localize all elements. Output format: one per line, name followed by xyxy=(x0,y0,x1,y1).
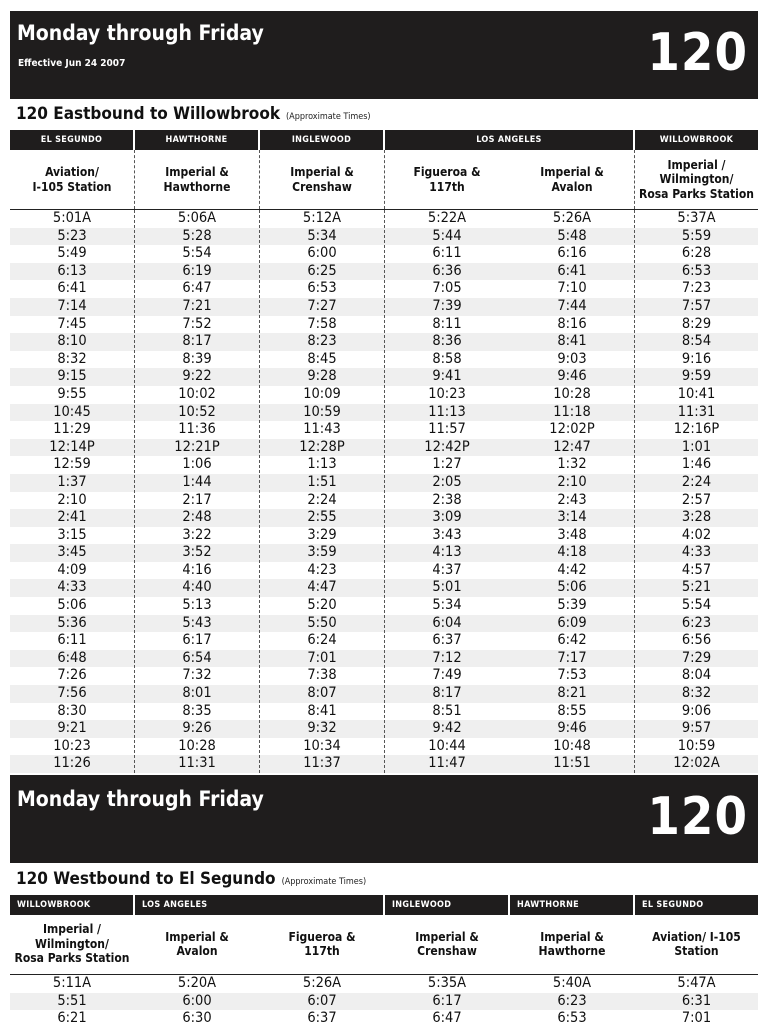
time-cell: 7:56 xyxy=(57,685,87,702)
time-cell: 1:27 xyxy=(432,456,462,473)
time-cell: 10:41 xyxy=(677,385,716,402)
time-cell: 9:46 xyxy=(557,720,587,737)
time-cell: 2:57 xyxy=(681,491,712,508)
time-cell: 11:31 xyxy=(677,403,716,420)
time-cell: 11:57 xyxy=(428,421,466,438)
time-cell: 7:53 xyxy=(557,667,587,684)
time-cell: 8:55 xyxy=(557,702,587,719)
east-region-willowbrook: WILLOWBROOK xyxy=(635,130,758,150)
east-stop-rosa-parks: Imperial / Wilmington/ Rosa Parks Station xyxy=(639,157,754,201)
time-cell: 5:35A xyxy=(427,975,467,991)
time-cell: 5:06 xyxy=(57,597,87,614)
time-cell: 8:07 xyxy=(307,685,337,702)
time-cell: 1:13 xyxy=(307,456,337,473)
time-cell: 9:26 xyxy=(182,720,212,737)
time-cell: 3:52 xyxy=(182,544,212,561)
time-cell: 11:43 xyxy=(303,421,341,438)
time-cell: 10:34 xyxy=(303,737,341,754)
time-cell: 6:17 xyxy=(432,992,462,1009)
time-cell: 7:44 xyxy=(557,297,587,314)
time-cell: 6:16 xyxy=(557,245,587,262)
time-cell: 5:13 xyxy=(182,597,212,614)
time-cell: 6:00 xyxy=(307,245,337,262)
time-cell: 6:23 xyxy=(681,614,712,631)
time-cell: 6:53 xyxy=(557,1010,587,1024)
time-cell: 8:41 xyxy=(307,702,337,719)
west-stop-figueroa-117th: Figueroa & 117th xyxy=(288,929,356,958)
time-cell: 8:04 xyxy=(681,667,712,684)
time-cell: 11:36 xyxy=(178,421,216,438)
time-cell: 2:41 xyxy=(57,509,87,526)
time-cell: 1:01 xyxy=(681,438,712,455)
time-cell: 7:29 xyxy=(681,649,712,666)
time-cell: 7:01 xyxy=(307,649,337,666)
east-region-inglewood: INGLEWOOD xyxy=(260,130,383,150)
east-schedule-table xyxy=(10,210,758,773)
time-cell: 6:11 xyxy=(57,632,87,649)
time-cell: 9:42 xyxy=(432,720,462,737)
time-cell: 12:21P xyxy=(174,438,220,455)
time-cell: 5:34 xyxy=(307,227,337,244)
time-cell: 12:42P xyxy=(424,438,470,455)
time-cell: 4:18 xyxy=(557,544,587,561)
time-cell: 2:38 xyxy=(432,491,462,508)
east-stop-imperial-avalon: Imperial & Avalon xyxy=(540,165,604,194)
time-cell: 7:38 xyxy=(307,667,337,684)
time-cell: 8:17 xyxy=(182,333,212,350)
time-cell: 7:27 xyxy=(307,297,337,314)
time-cell: 4:57 xyxy=(681,561,712,578)
time-cell: 6:37 xyxy=(307,1010,337,1024)
time-cell: 5:20 xyxy=(307,597,337,614)
east-banner xyxy=(10,11,758,99)
time-cell: 12:14P xyxy=(49,438,95,455)
time-cell: 5:54 xyxy=(182,245,212,262)
time-cell: 5:34 xyxy=(432,597,462,614)
west-region-hawthorne: HAWTHORNE xyxy=(510,895,633,915)
time-cell: 5:39 xyxy=(557,597,587,614)
time-cell: 5:01 xyxy=(432,579,462,596)
time-cell: 11:31 xyxy=(178,755,216,772)
time-cell: 9:15 xyxy=(57,368,87,385)
time-cell: 5:48 xyxy=(557,227,587,244)
time-cell: 7:21 xyxy=(182,297,212,314)
time-cell: 6:23 xyxy=(557,992,587,1009)
west-direction-title xyxy=(16,869,366,889)
time-cell: 4:13 xyxy=(432,544,462,561)
time-cell: 3:59 xyxy=(307,544,337,561)
time-cell: 11:18 xyxy=(553,403,591,420)
west-region-willowbrook: WILLOWBROOK xyxy=(10,895,133,915)
time-cell: 1:46 xyxy=(681,456,712,473)
time-cell: 6:11 xyxy=(432,245,462,262)
time-cell: 4:33 xyxy=(57,579,87,596)
time-cell: 8:45 xyxy=(307,350,337,367)
time-cell: 6:19 xyxy=(182,262,212,279)
time-cell: 5:43 xyxy=(182,614,212,631)
time-cell: 6:25 xyxy=(307,262,337,279)
time-cell: 9:57 xyxy=(681,720,712,737)
time-cell: 6:17 xyxy=(182,632,212,649)
time-cell: 10:28 xyxy=(178,737,216,754)
west-region-inglewood: INGLEWOOD xyxy=(385,895,508,915)
table-row xyxy=(10,975,758,993)
time-cell: 2:10 xyxy=(557,473,587,490)
time-cell: 9:06 xyxy=(681,702,712,719)
time-cell: 5:40A xyxy=(552,975,592,991)
time-cell: 3:28 xyxy=(681,509,712,526)
time-cell: 6:56 xyxy=(681,632,712,649)
time-cell: 1:37 xyxy=(57,473,87,490)
time-cell: 5:50 xyxy=(307,614,337,631)
time-cell: 5:51 xyxy=(57,992,87,1009)
time-cell: 7:23 xyxy=(681,280,712,297)
time-cell: 5:36 xyxy=(57,614,87,631)
time-cell: 3:14 xyxy=(557,509,587,526)
west-stop-imperial-avalon: Imperial & Avalon xyxy=(165,929,229,958)
time-cell: 3:22 xyxy=(182,526,212,543)
time-cell: 7:17 xyxy=(557,649,587,666)
time-cell: 10:28 xyxy=(553,385,591,402)
time-cell: 9:32 xyxy=(307,720,337,737)
time-cell: 10:23 xyxy=(53,737,91,754)
east-banner-title: Monday through Friday xyxy=(17,21,264,45)
time-cell: 8:54 xyxy=(681,333,712,350)
time-cell: 8:41 xyxy=(557,333,587,350)
time-cell: 6:21 xyxy=(57,1010,87,1024)
time-cell: 7:12 xyxy=(432,649,462,666)
time-cell: 2:05 xyxy=(432,473,462,490)
time-cell: 8:10 xyxy=(57,333,87,350)
time-cell: 9:16 xyxy=(681,350,712,367)
effective-date: Effective Jun 24 2007 xyxy=(18,58,126,69)
east-region-el-segundo: EL SEGUNDO xyxy=(10,130,133,150)
east-stop-header xyxy=(10,150,758,209)
time-cell: 7:05 xyxy=(432,280,462,297)
time-cell: 5:47A xyxy=(677,975,716,991)
time-cell: 7:57 xyxy=(681,297,712,314)
time-cell: 3:09 xyxy=(432,509,462,526)
time-cell: 11:26 xyxy=(53,755,91,772)
east-stop-figueroa-117th: Figueroa & 117th xyxy=(413,165,481,194)
west-approx-note: (Approximate Times) xyxy=(281,877,367,887)
west-schedule-table xyxy=(10,975,758,1024)
time-cell: 6:47 xyxy=(432,1010,462,1024)
time-cell: 2:55 xyxy=(307,509,337,526)
time-cell: 5:22A xyxy=(427,210,467,226)
time-cell: 9:28 xyxy=(307,368,337,385)
time-cell: 2:24 xyxy=(307,491,337,508)
time-cell: 9:03 xyxy=(557,350,587,367)
table-row xyxy=(10,993,758,1011)
time-cell: 8:36 xyxy=(432,333,462,350)
time-cell: 10:09 xyxy=(303,385,341,402)
time-cell: 8:11 xyxy=(432,315,462,332)
time-cell: 2:17 xyxy=(182,491,212,508)
time-cell: 8:51 xyxy=(432,702,462,719)
time-cell: 11:51 xyxy=(553,755,591,772)
east-route-number: 120 xyxy=(647,23,748,83)
time-cell: 6:09 xyxy=(557,614,587,631)
time-cell: 12:16P xyxy=(673,421,720,438)
time-cell: 4:16 xyxy=(182,561,212,578)
time-cell: 7:58 xyxy=(307,315,337,332)
time-cell: 11:47 xyxy=(428,755,466,772)
time-cell: 7:45 xyxy=(57,315,87,332)
time-cell: 12:28P xyxy=(299,438,345,455)
time-cell: 8:30 xyxy=(57,702,87,719)
time-cell: 12:47 xyxy=(553,438,591,455)
west-stop-rosa-parks: Imperial / Wilmington/ Rosa Parks Station xyxy=(14,922,130,966)
time-cell: 9:22 xyxy=(182,368,212,385)
time-cell: 5:26A xyxy=(552,210,592,226)
time-cell: 2:24 xyxy=(681,473,712,490)
west-route-number: 120 xyxy=(647,787,748,847)
time-cell: 5:23 xyxy=(57,227,87,244)
time-cell: 5:59 xyxy=(681,227,712,244)
time-cell: 9:59 xyxy=(681,368,712,385)
time-cell: 1:32 xyxy=(557,456,587,473)
time-cell: 7:49 xyxy=(432,667,462,684)
time-cell: 9:21 xyxy=(57,720,87,737)
time-cell: 5:06 xyxy=(557,579,587,596)
east-stop-aviation: Aviation/ I-105 Station xyxy=(32,165,112,194)
time-cell: 11:13 xyxy=(428,403,466,420)
time-cell: 2:10 xyxy=(57,491,87,508)
west-stop-header xyxy=(10,915,758,973)
time-cell: 4:02 xyxy=(681,526,712,543)
time-cell: 4:47 xyxy=(307,579,337,596)
east-title-text: 120 Eastbound to Willowbrook xyxy=(16,104,280,124)
time-cell: 9:46 xyxy=(557,368,587,385)
time-cell: 7:14 xyxy=(57,297,87,314)
time-cell: 5:06A xyxy=(177,210,217,226)
time-cell: 4:33 xyxy=(681,544,712,561)
time-cell: 6:41 xyxy=(57,280,87,297)
time-cell: 3:45 xyxy=(57,544,87,561)
west-region-header xyxy=(10,895,758,915)
time-cell: 5:26A xyxy=(302,975,342,991)
time-cell: 5:44 xyxy=(432,227,462,244)
time-cell: 7:39 xyxy=(432,297,462,314)
west-banner xyxy=(10,775,758,863)
time-cell: 6:24 xyxy=(307,632,337,649)
time-cell: 1:06 xyxy=(182,456,212,473)
time-cell: 12:59 xyxy=(53,456,91,473)
time-cell: 6:48 xyxy=(57,649,87,666)
time-cell: 6:37 xyxy=(432,632,462,649)
time-cell: 7:26 xyxy=(57,667,87,684)
east-region-header xyxy=(10,130,758,150)
time-cell: 4:42 xyxy=(557,561,587,578)
time-cell: 3:48 xyxy=(557,526,587,543)
time-cell: 5:21 xyxy=(681,579,712,596)
time-cell: 12:02P xyxy=(549,421,595,438)
table-row xyxy=(10,1010,758,1024)
time-cell: 8:17 xyxy=(432,685,462,702)
time-cell: 5:12A xyxy=(302,210,342,226)
time-cell: 8:58 xyxy=(432,350,462,367)
east-region-hawthorne: HAWTHORNE xyxy=(135,130,258,150)
time-cell: 6:04 xyxy=(432,614,462,631)
time-cell: 10:45 xyxy=(53,403,91,420)
time-cell: 6:53 xyxy=(681,262,712,279)
time-cell: 10:02 xyxy=(178,385,216,402)
time-cell: 8:35 xyxy=(182,702,212,719)
time-cell: 1:51 xyxy=(307,473,337,490)
west-stop-imperial-hawthorne: Imperial & Hawthorne xyxy=(538,929,606,958)
time-cell: 5:54 xyxy=(681,597,712,614)
time-cell: 8:23 xyxy=(307,333,337,350)
time-cell: 8:32 xyxy=(681,685,712,702)
time-cell: 4:09 xyxy=(57,561,87,578)
time-cell: 5:20A xyxy=(177,975,217,991)
east-stop-imperial-crenshaw: Imperial & Crenshaw xyxy=(290,165,354,194)
west-region-el-segundo: EL SEGUNDO xyxy=(635,895,758,915)
time-cell: 1:44 xyxy=(182,473,212,490)
east-stop-imperial-hawthorne: Imperial & Hawthorne xyxy=(163,165,231,194)
time-cell: 10:23 xyxy=(428,385,466,402)
time-cell: 5:01A xyxy=(52,210,92,226)
time-cell: 11:29 xyxy=(53,421,91,438)
time-cell: 6:31 xyxy=(681,992,712,1009)
time-cell: 12:02A xyxy=(673,755,720,772)
time-cell: 5:37A xyxy=(677,210,716,226)
time-cell: 3:43 xyxy=(432,526,462,543)
east-region-los-angeles: LOS ANGELES xyxy=(385,130,633,150)
time-cell: 5:11A xyxy=(52,975,92,991)
time-cell: 10:52 xyxy=(178,403,216,420)
time-cell: 3:15 xyxy=(57,526,87,543)
west-stop-aviation: Aviation/ I-105 Station xyxy=(652,929,741,958)
time-cell: 8:29 xyxy=(681,315,712,332)
time-cell: 7:10 xyxy=(557,280,587,297)
time-cell: 8:16 xyxy=(557,315,587,332)
time-cell: 6:00 xyxy=(182,992,212,1009)
time-cell: 6:42 xyxy=(557,632,587,649)
time-cell: 7:32 xyxy=(182,667,212,684)
time-cell: 10:59 xyxy=(303,403,341,420)
time-cell: 4:40 xyxy=(182,579,212,596)
time-cell: 6:07 xyxy=(307,992,337,1009)
time-cell: 8:32 xyxy=(57,350,87,367)
time-cell: 6:28 xyxy=(681,245,712,262)
time-cell: 2:43 xyxy=(557,491,587,508)
time-cell: 9:41 xyxy=(432,368,462,385)
time-cell: 9:55 xyxy=(57,385,87,402)
west-title-text: 120 Westbound to El Segundo xyxy=(16,869,276,889)
time-cell: 6:47 xyxy=(182,280,212,297)
time-cell: 3:29 xyxy=(307,526,337,543)
time-cell: 10:44 xyxy=(428,737,466,754)
time-cell: 10:48 xyxy=(553,737,591,754)
time-cell: 6:41 xyxy=(557,262,587,279)
time-cell: 2:48 xyxy=(182,509,212,526)
time-cell: 6:54 xyxy=(182,649,212,666)
time-cell: 11:37 xyxy=(303,755,341,772)
time-cell: 7:01 xyxy=(681,1010,712,1024)
time-cell: 5:28 xyxy=(182,227,212,244)
time-cell: 8:21 xyxy=(557,685,587,702)
time-cell: 5:49 xyxy=(57,245,87,262)
time-cell: 6:30 xyxy=(182,1010,212,1024)
west-stop-imperial-crenshaw: Imperial & Crenshaw xyxy=(415,929,479,958)
east-approx-note: (Approximate Times) xyxy=(286,112,371,122)
time-cell: 4:37 xyxy=(432,561,462,578)
time-cell: 6:53 xyxy=(307,280,337,297)
time-cell: 4:23 xyxy=(307,561,337,578)
time-cell: 8:01 xyxy=(182,685,212,702)
west-region-los-angeles: LOS ANGELES xyxy=(135,895,383,915)
time-cell: 8:39 xyxy=(182,350,212,367)
time-cell: 6:36 xyxy=(432,262,462,279)
east-direction-title xyxy=(16,104,371,124)
west-banner-title: Monday through Friday xyxy=(17,787,264,811)
time-cell: 7:52 xyxy=(182,315,212,332)
time-cell: 6:13 xyxy=(57,262,87,279)
time-cell: 10:59 xyxy=(677,737,716,754)
